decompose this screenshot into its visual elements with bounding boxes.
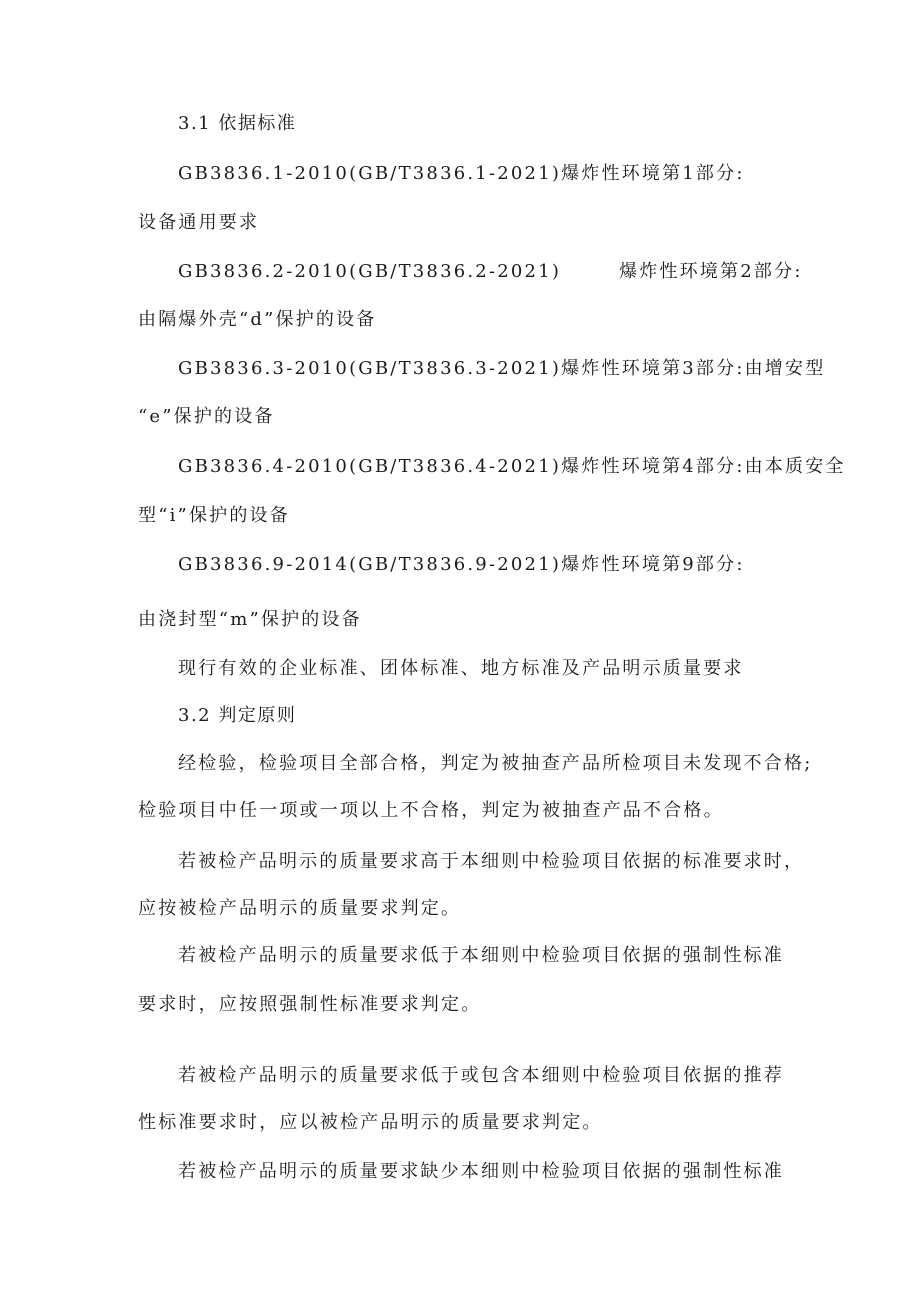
principle-2-line-1: 若被检产品明示的质量要求高于本细则中检验项目依据的标准要求时， <box>178 851 805 872</box>
section-3-1-heading: 3.1 依据标准 <box>178 113 297 134</box>
standard-2-line-1 <box>178 260 803 284</box>
principle-5-line-1: 若被检产品明示的质量要求缺少本细则中检验项目依据的强制性标准 <box>178 1161 784 1182</box>
standard-2-title: 爆炸性环境第2部分: <box>619 261 803 282</box>
standard-2-line-2: 由隔爆外壳“d”保护的设备 <box>138 309 377 330</box>
standard-5-line-1: GB3836.9-2014(GB/T3836.9-2021)爆炸性环境第9部分: <box>178 554 745 575</box>
principle-2-line-2: 应按被检产品明示的质量要求判定。 <box>138 898 462 919</box>
standard-2-code: GB3836.2-2010(GB/T3836.2-2021) <box>178 261 562 282</box>
principle-1-line-2: 检验项目中任一项或一项以上不合格，判定为被抽查产品不合格。 <box>138 800 724 821</box>
principle-4-line-1: 若被检产品明示的质量要求低于或包含本细则中检验项目依据的推荐 <box>178 1065 784 1086</box>
standard-4-line-1: GB3836.4-2010(GB/T3836.4-2021)爆炸性环境第4部分:由本质安全 <box>178 456 846 477</box>
standard-1-line-1: GB3836.1-2010(GB/T3836.1-2021)爆炸性环境第1部分: <box>178 163 745 184</box>
standard-3-line-2: “e”保护的设备 <box>138 406 275 427</box>
principle-3-line-1: 若被检产品明示的质量要求低于本细则中检验项目依据的强制性标准 <box>178 945 784 966</box>
standard-4-line-2: 型“i”保护的设备 <box>138 505 290 526</box>
other-standards: 现行有效的企业标准、团体标准、地方标准及产品明示质量要求 <box>178 658 744 679</box>
principle-1-line-1: 经检验，检验项目全部合格，判定为被抽查产品所检项目未发现不合格; <box>178 753 813 774</box>
standard-1-line-2: 设备通用要求 <box>138 212 260 233</box>
section-3-2-heading: 3.2 判定原则 <box>178 705 297 726</box>
principle-3-line-2: 要求时，应按照强制性标准要求判定。 <box>138 994 482 1015</box>
principle-4-line-2: 性标准要求时，应以被检产品明示的质量要求判定。 <box>138 1112 603 1133</box>
standard-5-line-2: 由浇封型“m”保护的设备 <box>138 609 362 630</box>
standard-3-line-1: GB3836.3-2010(GB/T3836.3-2021)爆炸性环境第3部分:由增安型 <box>178 358 826 379</box>
